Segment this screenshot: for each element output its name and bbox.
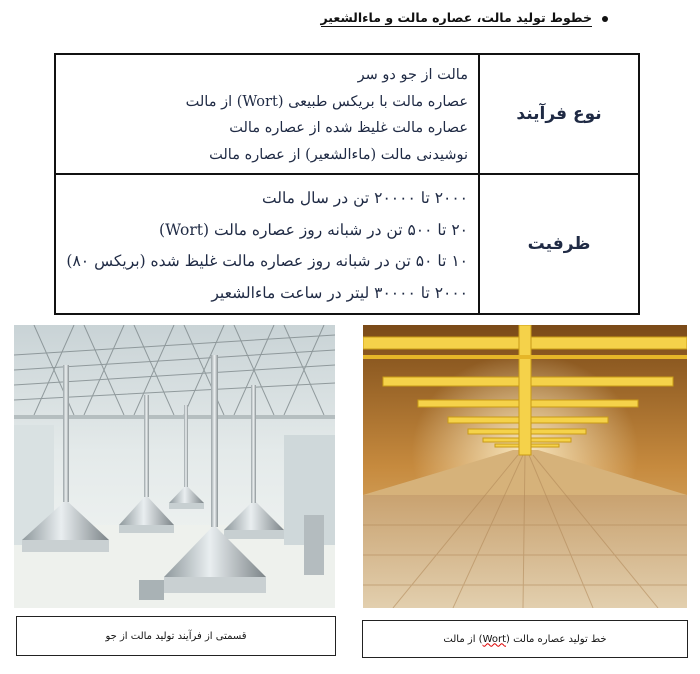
spec-table bbox=[54, 53, 640, 315]
caption-right-part: ) از مالت bbox=[443, 633, 483, 645]
caption-left bbox=[16, 616, 336, 656]
section-heading bbox=[321, 10, 608, 27]
capacity-row bbox=[56, 175, 638, 313]
process-type-lines bbox=[56, 55, 478, 173]
malting-plant-photo bbox=[14, 325, 335, 608]
bullet-icon bbox=[602, 16, 608, 22]
caption-right-part: خط تولید عصاره مالت ( bbox=[506, 633, 607, 645]
capacity-line: ۲۰ تا ۵۰۰ تن در شبانه روز عصاره مالت (Wort) bbox=[159, 220, 468, 239]
process-type-row bbox=[56, 55, 638, 175]
capacity-line: ۱۰ تا ۵۰ تن در شبانه روز عصاره مالت غلیظ شده (بریکس ۸۰) bbox=[66, 252, 468, 271]
capacity-line: ۲۰۰۰ تا ۲۰۰۰۰ تن در سال مالت bbox=[262, 189, 468, 208]
process-line: عصاره مالت با بریکس طبیعی (Wort) از مالت bbox=[185, 93, 468, 110]
capacity-lines bbox=[56, 175, 478, 313]
process-line: عصاره مالت غلیظ شده از عصاره مالت bbox=[229, 120, 468, 137]
caption-right-wort: Wort bbox=[482, 633, 507, 645]
process-line: نوشیدنی مالت (ماءالشعیر) از عصاره مالت bbox=[209, 146, 468, 163]
wort-line-photo bbox=[363, 325, 687, 608]
caption-left-text: قسمتی از فرآیند تولید مالت از جو bbox=[105, 630, 247, 642]
capacity-label: ظرفیت bbox=[478, 175, 638, 313]
caption-right-text bbox=[443, 634, 606, 645]
capacity-line: ۲۰۰۰ تا ۳۰۰۰۰ لیتر در ساعت ماءالشعیر bbox=[211, 283, 468, 302]
process-type-label: نوع فرآیند bbox=[478, 55, 638, 173]
caption-right bbox=[362, 620, 688, 658]
heading-text: خطوط تولید مالت، عصاره مالت و ماءالشعیر bbox=[320, 10, 592, 25]
process-line: مالت از جو دو سر bbox=[357, 67, 468, 84]
